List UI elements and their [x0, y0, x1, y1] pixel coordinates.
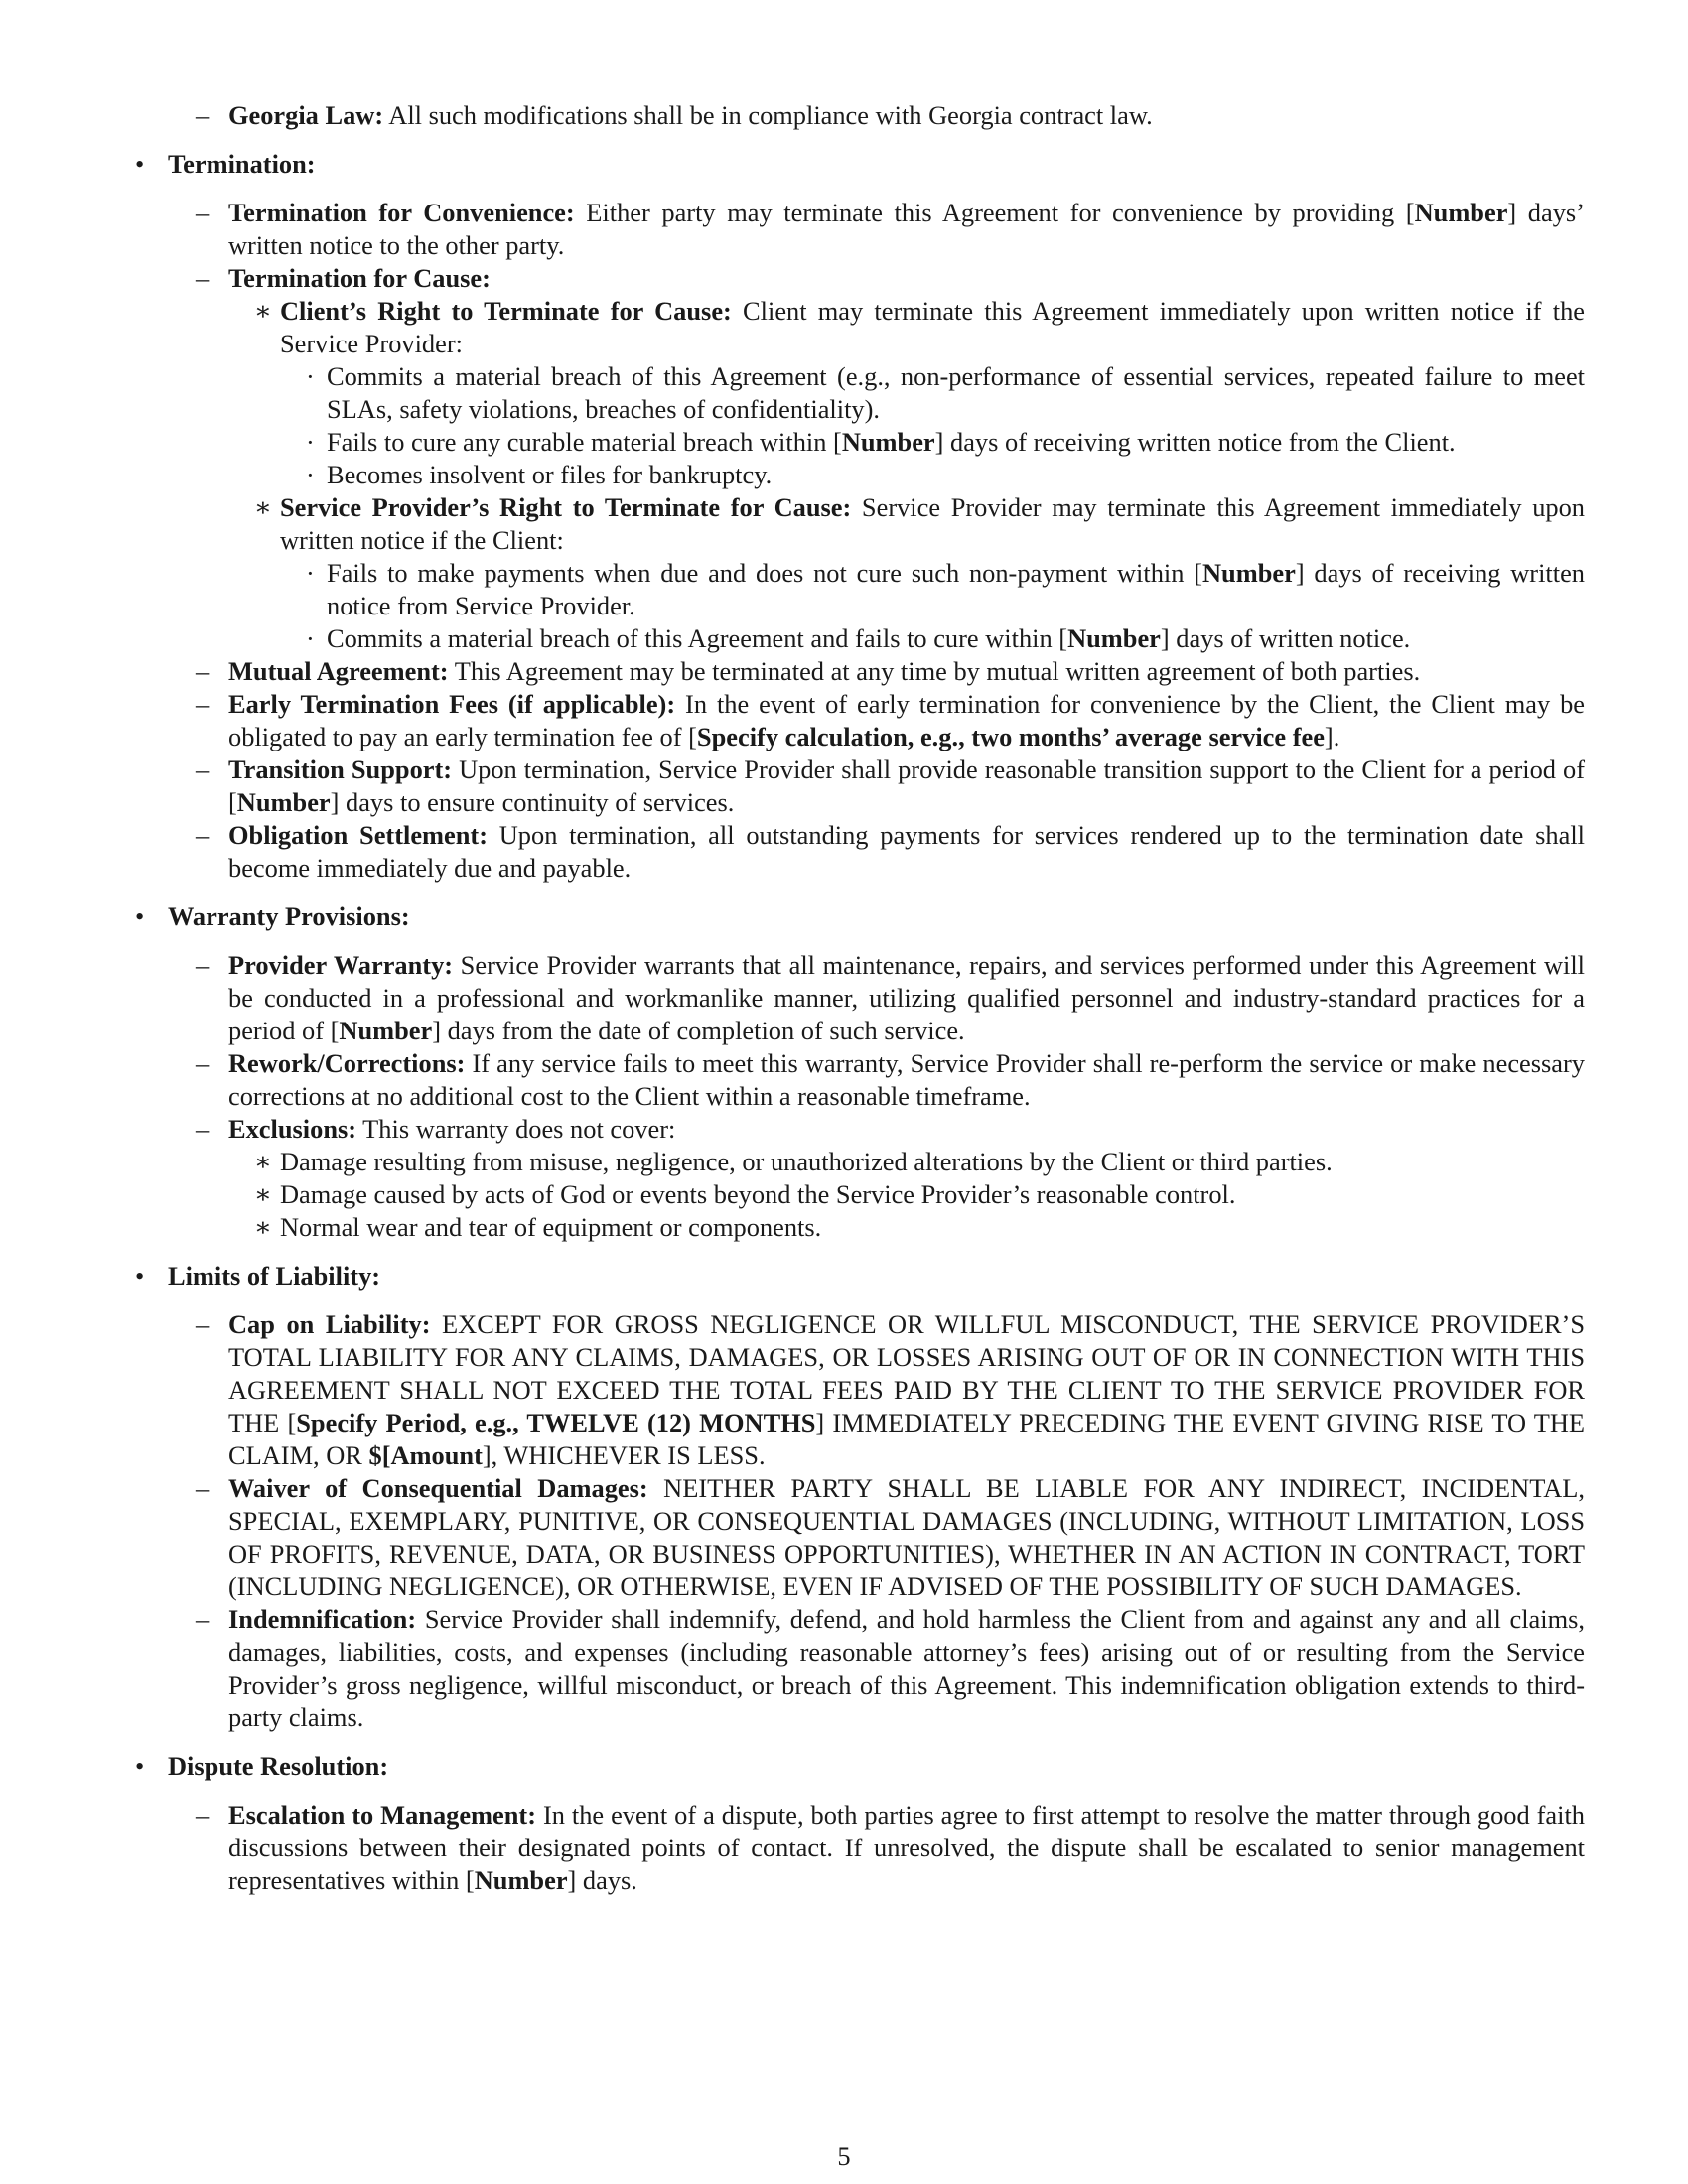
section-heading: Termination: — [168, 149, 316, 179]
section-heading: Dispute Resolution: — [168, 1751, 389, 1781]
dash-marker: – — [196, 1114, 210, 1144]
dash-marker: – — [196, 100, 210, 130]
list-item: ∗ Damage caused by acts of God or events beyond the Service Provider’s reasonable control. — [254, 1179, 1236, 1209]
item-title: Exclusions: — [228, 1114, 357, 1144]
asterisk-marker: ∗ — [254, 1179, 272, 1209]
item-title: Obligation Settlement: — [228, 820, 488, 850]
item-title: Waiver of Consequential Damages: — [228, 1473, 648, 1503]
list-item: – Early Termination Fees (if applicable): In the event of early termination for convenience by the Client, the Client may be obligated to pay an early termination fee of [Specify calculation, e.g., two months’ average service fee]. — [196, 689, 1586, 751]
termination-list — [168, 197, 1585, 885]
liability-list — [168, 1308, 1585, 1734]
list-item: ∗ Client’s Right to Terminate for Cause: Client may terminate this Agreement immediately upon written notice if the Service Provider: · Commits a material breach of this Agreement (e.g., non-performance of essential services, repeated failure to meet SLAs, safety violations, breaches of confidentiality). · Fails to cure any curable material breach within [Number] days of receiving written notice from the Client. · Becomes insolvent or files for bankruptcy. — [254, 296, 1586, 489]
dash-marker: – — [196, 1473, 210, 1503]
section-liability — [135, 1260, 1585, 1734]
page-number: 5 — [837, 2141, 851, 2171]
list-item: – Obligation Settlement: Upon termination, all outstanding payments for services rendered up to the termination date shall become immediately due and payable. — [196, 820, 1585, 883]
dot-marker: · — [306, 460, 315, 489]
item-title: Indemnification: — [228, 1604, 417, 1634]
client-cause-list — [280, 360, 1585, 491]
list-item: – Waiver of Consequential Damages: NEITHER PARTY SHALL BE LIABLE FOR ANY INDIRECT, INCIDENTAL, SPECIAL, EXEMPLARY, PUNITIVE, OR CONSEQUENTIAL DAMAGES (INCLUDING, WITHOUT LIMITATION, LOSS OF PROFITS, REVENUE, DATA, OR BUSINESS OPPORTUNITIES), WHETHER IN AN ACTION IN CONTRACT, TORT (INCLUDING NEGLIGENCE), OR OTHERWISE, EVEN IF ADVISED OF THE POSSIBILITY OF SUCH DAMAGES. — [196, 1473, 1585, 1601]
item-title: Cap on Liability: — [228, 1309, 431, 1339]
dash-marker: – — [196, 1604, 210, 1634]
dash-marker: – — [196, 1309, 210, 1339]
item-title: Mutual Agreement: — [228, 656, 449, 686]
section-termination — [135, 148, 1585, 885]
item-title: Escalation to Management: — [228, 1800, 537, 1830]
exclusions-list — [228, 1146, 1585, 1244]
list-item: · Commits a material breach of this Agreement (e.g., non-performance of essential services, repeated failure to meet SLAs, safety violations, breaches of confidentiality). — [306, 361, 1585, 424]
section-list — [135, 148, 1585, 1897]
item-title: Termination for Convenience: — [228, 198, 575, 227]
dot-marker: · — [306, 427, 315, 457]
list-item: – Rework/Corrections: If any service fails to meet this warranty, Service Provider shall re-perform the service or make necessary corrections at no additional cost to the Client within a reasonable timeframe. — [196, 1048, 1585, 1111]
list-item — [168, 262, 1585, 655]
list-item: – Exclusions: This warranty does not cover: ∗ Damage resulting from misuse, negligence, or unauthorized alterations by the Client or third parties. ∗ Damage caused by acts of God or events beyond the Service Provider’s reasonable control. ∗ Normal wear and tear of equipment or components. — [168, 1113, 1585, 1244]
dot-marker: · — [306, 558, 315, 588]
section-heading: Limits of Liability: — [168, 1261, 381, 1291]
item-title: Service Provider’s Right to Terminate for Cause: — [280, 492, 852, 522]
item-title: Transition Support: — [228, 754, 453, 784]
dash-marker: – — [196, 1048, 210, 1078]
list-item: ∗ Damage resulting from misuse, negligence, or unauthorized alterations by the Client or third parties. — [254, 1147, 1333, 1176]
list-item: · Commits a material breach of this Agreement and fails to cure within [Number] days of written notice. — [306, 623, 1411, 653]
item-title: Rework/Corrections: — [228, 1048, 466, 1078]
section-heading: Warranty Provisions: — [168, 901, 410, 931]
dash-marker: – — [196, 689, 210, 719]
dot-marker: · — [306, 361, 315, 391]
bullet-marker: • — [135, 901, 145, 931]
item-text: All such modifications shall be in compliance with Georgia contract law. — [383, 100, 1153, 130]
asterisk-marker: ∗ — [254, 1212, 272, 1242]
bullet-marker: • — [135, 1261, 145, 1291]
item-title: Termination for Cause: — [228, 263, 491, 293]
dash-marker: – — [196, 754, 210, 784]
warranty-list — [168, 949, 1585, 1244]
asterisk-marker: ∗ — [254, 492, 272, 522]
dash-marker: – — [196, 950, 210, 980]
list-item: ∗ Service Provider’s Right to Terminate for Cause: Service Provider may terminate this Agreement immediately upon written notice if the Client: · Fails to make payments when due and does not cure such non-payment within [Number] days of receiving written notice from Service Provider. · Commits a material breach of this Agreement and fails to cure within [Number] days of written notice. — [254, 492, 1585, 653]
bullet-marker: • — [135, 1751, 145, 1781]
cause-list — [228, 295, 1585, 655]
asterisk-marker: ∗ — [254, 296, 272, 326]
list-item: · Becomes insolvent or files for bankruptcy. — [306, 460, 773, 489]
item-title: Georgia Law: — [228, 100, 384, 130]
georgia-law-item — [135, 99, 1585, 132]
list-item: – Provider Warranty: Service Provider warrants that all maintenance, repairs, and services performed under this Agreement will be conducted in a professional and workmanlike manner, utilizing qualified personnel and industry-standard practices for a period of [Number] days from the date of completion of such service. — [196, 950, 1585, 1045]
list-item: – Escalation to Management: In the event of a dispute, both parties agree to first attempt to resolve the matter through good faith discussions between their designated points of contact. If unresolved, the dispute shall be escalated to senior management representatives within [Number] days. — [196, 1800, 1585, 1895]
item-title: Early Termination Fees (if applicable): — [228, 689, 676, 719]
dash-marker: – — [196, 656, 210, 686]
dash-marker: – — [196, 820, 210, 850]
document-body — [135, 99, 1585, 1913]
item-title: Client’s Right to Terminate for Cause: — [280, 296, 732, 326]
list-item: – Transition Support: Upon termination, Service Provider shall provide reasonable transition support to the Client for a period of [Number] days to ensure continuity of services. — [196, 754, 1585, 817]
section-dispute — [135, 1750, 1585, 1897]
dash-marker: – — [196, 263, 210, 293]
dispute-list — [168, 1799, 1585, 1897]
list-item: – Indemnification: Service Provider shall indemnify, defend, and hold harmless the Client from and against any and all claims, damages, liabilities, costs, and expenses (including reasonable attorney’s fees) arising out of or resulting from the Service Provider’s gross negligence, willful misconduct, or breach of this Agreement. This indemnification obligation extends to third-party claims. — [196, 1604, 1585, 1732]
dash-marker: – — [196, 198, 210, 227]
list-item: · Fails to cure any curable material breach within [Number] days of receiving written notice from the Client. — [306, 427, 1456, 457]
dot-marker: · — [306, 623, 315, 653]
section-warranty — [135, 900, 1585, 1244]
list-item: – Mutual Agreement: This Agreement may be terminated at any time by mutual written agreement of both parties. — [196, 656, 1421, 686]
list-item: ∗ Normal wear and tear of equipment or components. — [254, 1212, 822, 1242]
list-item: · Fails to make payments when due and does not cure such non-payment within [Number] days of receiving written notice from Service Provider. — [306, 558, 1585, 620]
list-item: – Cap on Liability: EXCEPT FOR GROSS NEGLIGENCE OR WILLFUL MISCONDUCT, THE SERVICE PROVIDER’S TOTAL LIABILITY FOR ANY CLAIMS, DAMAGES, OR LOSSES ARISING OUT OF OR IN CONNECTION WITH THIS AGREEMENT SHALL NOT EXCEED THE TOTAL FEES PAID BY THE CLIENT TO THE SERVICE PROVIDER FOR THE [Specify Period, e.g., TWELVE (12) MONTHS] IMMEDIATELY PRECEDING THE EVENT GIVING RISE TO THE CLAIM, OR $[Amount], WHICHEVER IS LESS. — [196, 1309, 1586, 1470]
provider-cause-list — [280, 557, 1585, 655]
bullet-marker: • — [135, 149, 145, 179]
asterisk-marker: ∗ — [254, 1147, 272, 1176]
dash-marker: – — [196, 1800, 210, 1830]
list-item: – Termination for Convenience: Either party may terminate this Agreement for convenience by providing [Number] days’ written notice to the other party. — [196, 198, 1585, 260]
item-title: Provider Warranty: — [228, 950, 454, 980]
